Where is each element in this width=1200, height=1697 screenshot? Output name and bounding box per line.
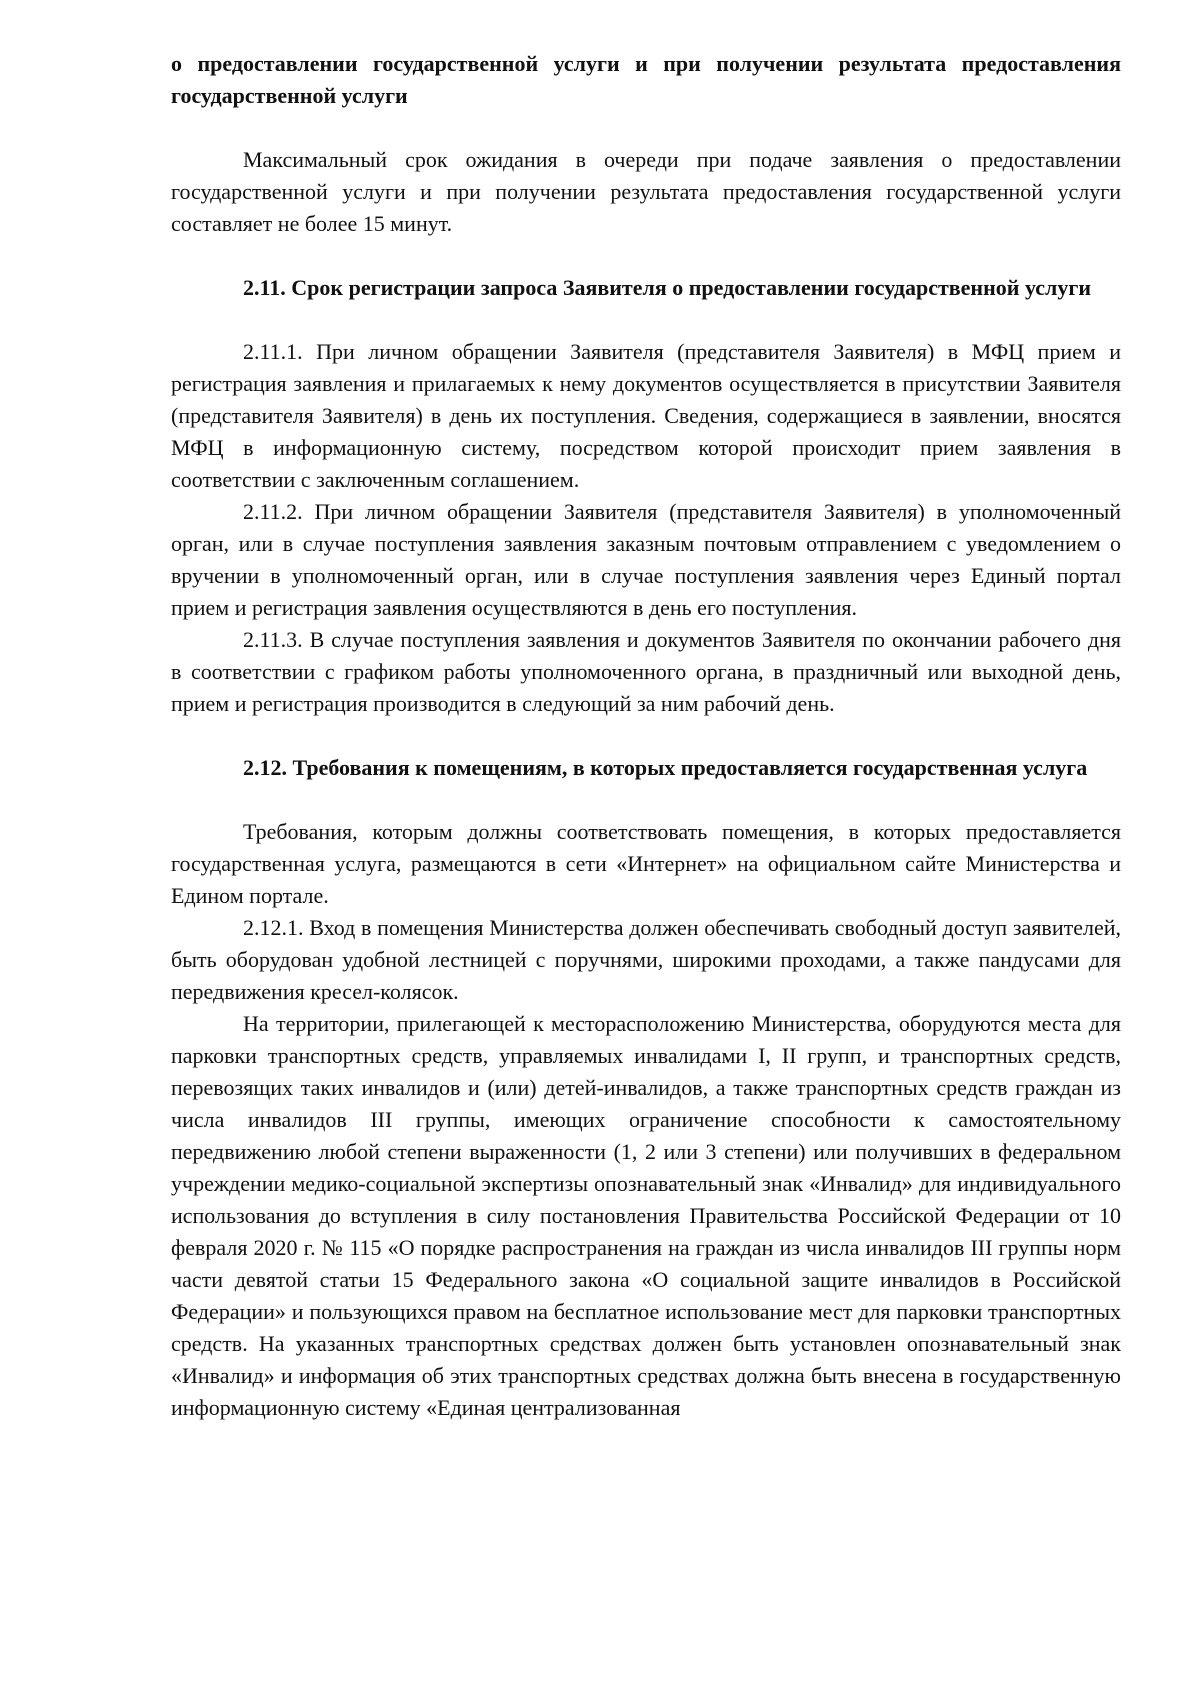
document-page xyxy=(171,48,1121,1424)
paragraph-wait-time: Максимальный срок ожидания в очереди при подаче заявления о предоставлении государственной услуги и при получении результата предоставления государственной услуги составляет не более 15 минут. xyxy=(171,147,1121,236)
paragraph-2-11-3: 2.11.3. В случае поступления заявления и документов Заявителя по окончании рабочего дня в соответствии с графиком работы уполномоченного органа, в праздничный или выходной день, прием и регистрация производится в следующий за ним рабочий день. xyxy=(171,627,1121,716)
paragraph-2-11-2: 2.11.2. При личном обращении Заявителя (представителя Заявителя) в уполномоченный орган, или в случае поступления заявления заказным почтовым отправлением с уведомлением о вручении в уполномоченный орган, или в случае поступления заявления через Единый портал прием и регистрация заявления осуществляются в день его поступления. xyxy=(171,499,1121,620)
section-heading-2-12: 2.12. Требования к помещениям, в которых предоставляется государственная услуга xyxy=(243,755,1088,780)
paragraph-2-12-1: 2.12.1. Вход в помещения Министерства должен обеспечивать свободный доступ заявителей, быть оборудован удобной лестницей с поручнями, широкими проходами, а также пандусами для передвижения кресел-колясок. xyxy=(171,915,1121,1004)
section-heading-2-11: 2.11. Срок регистрации запроса Заявителя о предоставлении государственной услуги xyxy=(243,275,1092,300)
section-heading-continuation: о предоставлении государственной услуги и при получении результата предоставления государственной услуги xyxy=(171,51,1121,108)
paragraph-2-11-1: 2.11.1. При личном обращении Заявителя (представителя Заявителя) в МФЦ прием и регистрация заявления и прилагаемых к нему документов осуществляется в присутствии Заявителя (представителя Заявителя) в день их поступления. Сведения, содержащиеся в заявлении, вносятся МФЦ в информационную систему, посредством которой происходит прием заявления в соответствии с заключенным соглашением. xyxy=(171,339,1121,492)
paragraph-2-12-intro: Требования, которым должны соответствовать помещения, в которых предоставляется государственная услуга, размещаются в сети «Интернет» на официальном сайте Министерства и Едином портале. xyxy=(171,819,1121,908)
paragraph-parking: На территории, прилегающей к месторасположению Министерства, оборудуются места для парковки транспортных средств, управляемых инвалидами I, II групп, и транспортных средств, перевозящих таких инвалидов и (или) детей-инвалидов, а также транспортных средств граждан из числа инвалидов III группы, имеющих ограничение способности к самостоятельному передвижению любой степени выраженности (1, 2 или 3 степени) или получивших в федеральном учреждении медико-социальной экспертизы опознавательный знак «Инвалид» для индивидуального использования до вступления в силу постановления Правительства Российской Федерации от 10 февраля 2020 г. № 115 «О порядке распространения на граждан из числа инвалидов III группы норм части девятой статьи 15 Федерального закона «О социальной защите инвалидов в Российской Федерации» и пользующихся правом на бесплатное использование мест для парковки транспортных средств. На указанных транспортных средствах должен быть установлен опознавательный знак «Инвалид» и информация об этих транспортных средствах должна быть внесена в государственную информационную систему «Единая централизованная xyxy=(171,1011,1121,1420)
